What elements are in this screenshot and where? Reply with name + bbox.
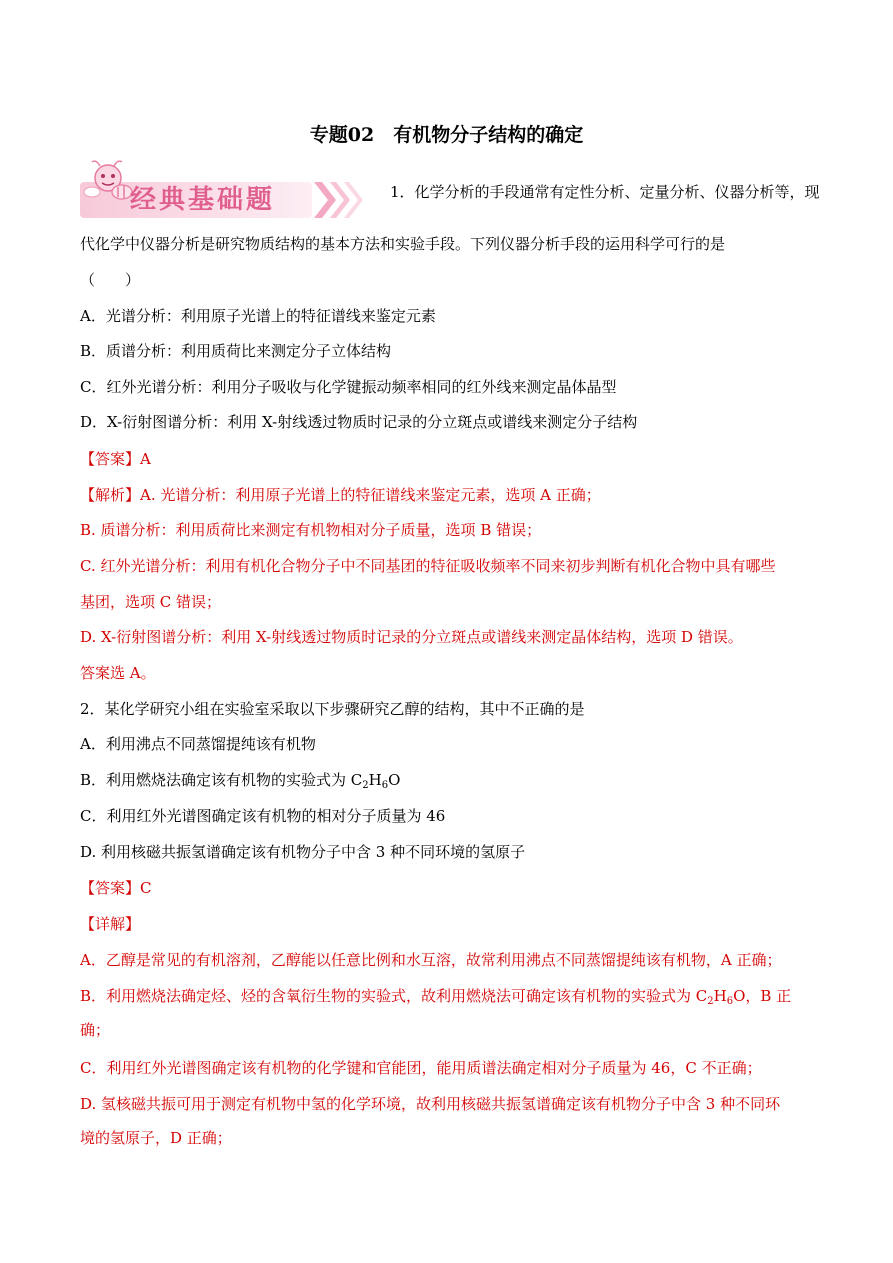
- q2-option-b: [80, 770, 400, 790]
- q1-analysis-b: B. 质谱分析：利用质荷比来测定有机物相对分子质量，选项 B 错误；: [80, 521, 542, 539]
- q2-answer: [80, 878, 152, 898]
- q2-option-a: A．利用沸点不同蒸馏提纯该有机物: [80, 735, 316, 753]
- q2-option-d: D. 利用核磁共振氢谱确定该有机物分子中含 3 种不同环境的氢原子: [80, 843, 526, 861]
- formula-h: H: [713, 987, 727, 1005]
- q1-option-d: D．X-衍射图谱分析：利用 X-射线透过物质时记录的分立斑点或谱线来测定分子结构: [80, 413, 638, 431]
- q2-detail-a: A．乙醇是常见的有机溶剂，乙醇能以任意比例和水互溶，故常利用沸点不同蒸馏提纯该有机物，A 正确；: [80, 951, 782, 969]
- formula-h-sub: 6: [381, 780, 389, 791]
- q1-option-b: B．质谱分析：利用质荷比来测定分子立体结构: [80, 342, 392, 360]
- q2-detail-d: D. 氢核磁共振可用于测定有机物中氢的化学环境，故利用核磁共振氢谱确定该有机物分子中含 3 种不同环: [80, 1095, 781, 1113]
- formula-h: H: [368, 771, 382, 789]
- q2-detail-c: C．利用红外光谱图确定该有机物的化学键和官能团，能用质谱法确定相对分子质量为 46，C 不正确；: [80, 1059, 762, 1077]
- answer-value: C: [140, 879, 152, 897]
- formula-o: O: [388, 771, 401, 789]
- q1-option-c: C．红外光谱分析：利用分子吸收与化学键振动频率相同的红外线来测定晶体晶型: [80, 378, 617, 396]
- q2-option-c: C．利用红外光谱图确定该有机物的相对分子质量为 46: [80, 807, 446, 825]
- q1-analysis-c2: 基团，选项 C 错误；: [80, 593, 222, 611]
- q2-detail-b-tail: O，B 正: [733, 987, 792, 1005]
- q2-detail-b: [80, 986, 791, 1006]
- formula-c-sub: 2: [707, 996, 714, 1007]
- q1-conclusion: 答案选 A。: [80, 664, 156, 682]
- banner-label: 经典基础题: [130, 185, 276, 215]
- section-banner: [78, 158, 368, 222]
- q1-answer: [80, 449, 151, 469]
- q2-detail-b2: 确；: [80, 1021, 111, 1039]
- q2-option-b-text: B．利用燃烧法确定该有机物的实验式为 C: [80, 771, 363, 789]
- page-title: 专题02 有机物分子结构的确定: [309, 124, 584, 146]
- answer-value: A: [140, 450, 151, 468]
- q1-option-a: A．光谱分析：利用原子光谱上的特征谱线来鉴定元素: [80, 307, 436, 325]
- q1-analysis-a: [80, 485, 601, 505]
- analysis-tag: 【解析】: [80, 486, 141, 504]
- formula-h-sub: 6: [726, 996, 734, 1007]
- q1-analysis-c: C. 红外光谱分析：利用有机化合物分子中不同基团的特征吸收频率不同来初步判断有机化合物中具有哪些: [80, 557, 776, 575]
- q1-analysis-d: D. X-衍射图谱分析：利用 X-射线透过物质时记录的分立斑点或谱线来测定晶体结构，选项 D 错误。: [80, 628, 743, 646]
- answer-tag: 【答案】: [80, 450, 141, 468]
- q1-stem-line1: 1．化学分析的手段通常有定性分析、定量分析、仪器分析等，现: [390, 183, 820, 201]
- answer-tag: 【答案】: [80, 879, 141, 897]
- q2-detail-tag: 【详解】: [80, 915, 141, 933]
- analysis-line: A. 光谱分析：利用原子光谱上的特征谱线来鉴定元素，选项 A 正确；: [140, 486, 601, 504]
- q2-detail-d2: 境的氢原子，D 正确；: [80, 1129, 232, 1147]
- q1-blank: （ ）: [80, 271, 141, 289]
- q2-stem: 2．某化学研究小组在实验室采取以下步骤研究乙醇的结构，其中不正确的是: [80, 700, 585, 718]
- q2-detail-b-text: B．利用燃烧法确定烃、烃的含氧衍生物的实验式，故利用燃烧法可确定该有机物的实验式为 C: [80, 987, 708, 1005]
- formula-c-sub: 2: [362, 780, 369, 791]
- q1-stem-line2: 代化学中仪器分析是研究物质结构的基本方法和实验手段。下列仪器分析手段的运用科学可行的是: [80, 235, 726, 253]
